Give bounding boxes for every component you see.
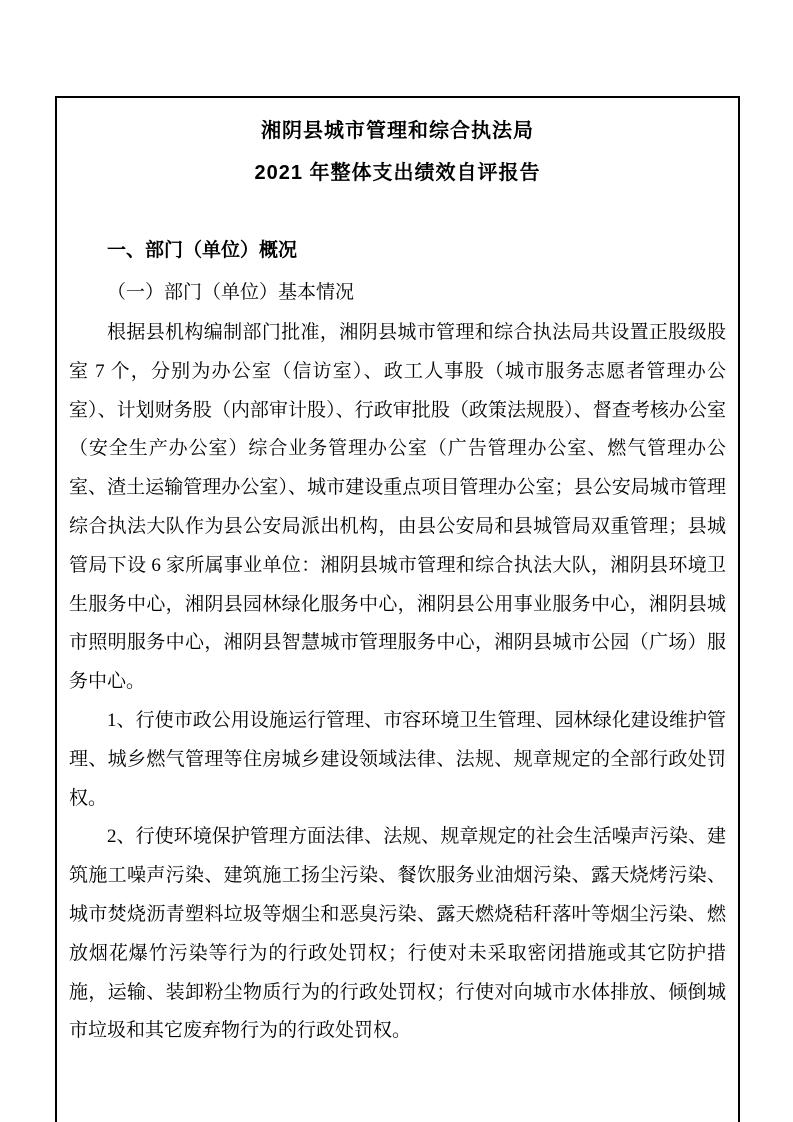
report-title-line-2: 2021 年整体支出绩效自评报告 xyxy=(254,162,541,184)
paragraph-department-overview: 根据县机构编制部门批准，湘阴县城市管理和综合执法局共设置正股级股室 7 个，分别为办公室（信访室）、政工人事股（城市服务志愿者管理办公室）、计划财务股（内部审计股）、行政审批股（政策法规股）、督查考核办公室（安全生产办公室）综合业务管理办公室（广告管理办公室、燃气管理办公室、渣土运输管理办公室）、城市建设重点项目管理办公室；县公安局城市管理综合执法大队作为县公安局派出机构，由县公安局和县城管局双重管理；县城管局下设 6 家所属事业单位：湘阴县城市管理和综合执法大队，湘阴县环境卫生服务中心，湘阴县园林绿化服务中心，湘阴县公用事业服务中心，湘阴县城市照明服务中心，湘阴县智慧城市管理服务中心，湘阴县城市公园（广场）服务中心。 xyxy=(69,322,726,693)
report-title-line-1: 湘阴县城市管理和综合执法局 xyxy=(261,120,534,142)
paragraph-duty-1: 1、行使市政公用设施运行管理、市容环境卫生管理、园林绿化建设维护管理、城乡燃气管理等住房城乡建设领域法律、法规、规章规定的全部行政处罚权。 xyxy=(69,709,726,809)
document-border-frame xyxy=(55,96,740,1122)
paragraph-duty-2: 2、行使环境保护管理方面法律、法规、规章规定的社会生活噪声污染、建筑施工噪声污染、建筑施工扬尘污染、餐饮服务业油烟污染、露天烧烤污染、城市焚烧沥青塑料垃圾等烟尘和恶臭污染、露天燃烧秸秆落叶等烟尘污染、燃放烟花爆竹污染等行为的行政处罚权；行使对未采取密闭措施或其它防护措施，运输、装卸粉尘物质行为的行政处罚权；行使对向城市水体排放、倾倒城市垃圾和其它废弃物行为的行政处罚权。 xyxy=(69,826,726,1042)
subsection-heading: （一）部门（单位）基本情况 xyxy=(107,282,355,303)
section-heading: 一、部门（单位）概况 xyxy=(107,240,298,261)
